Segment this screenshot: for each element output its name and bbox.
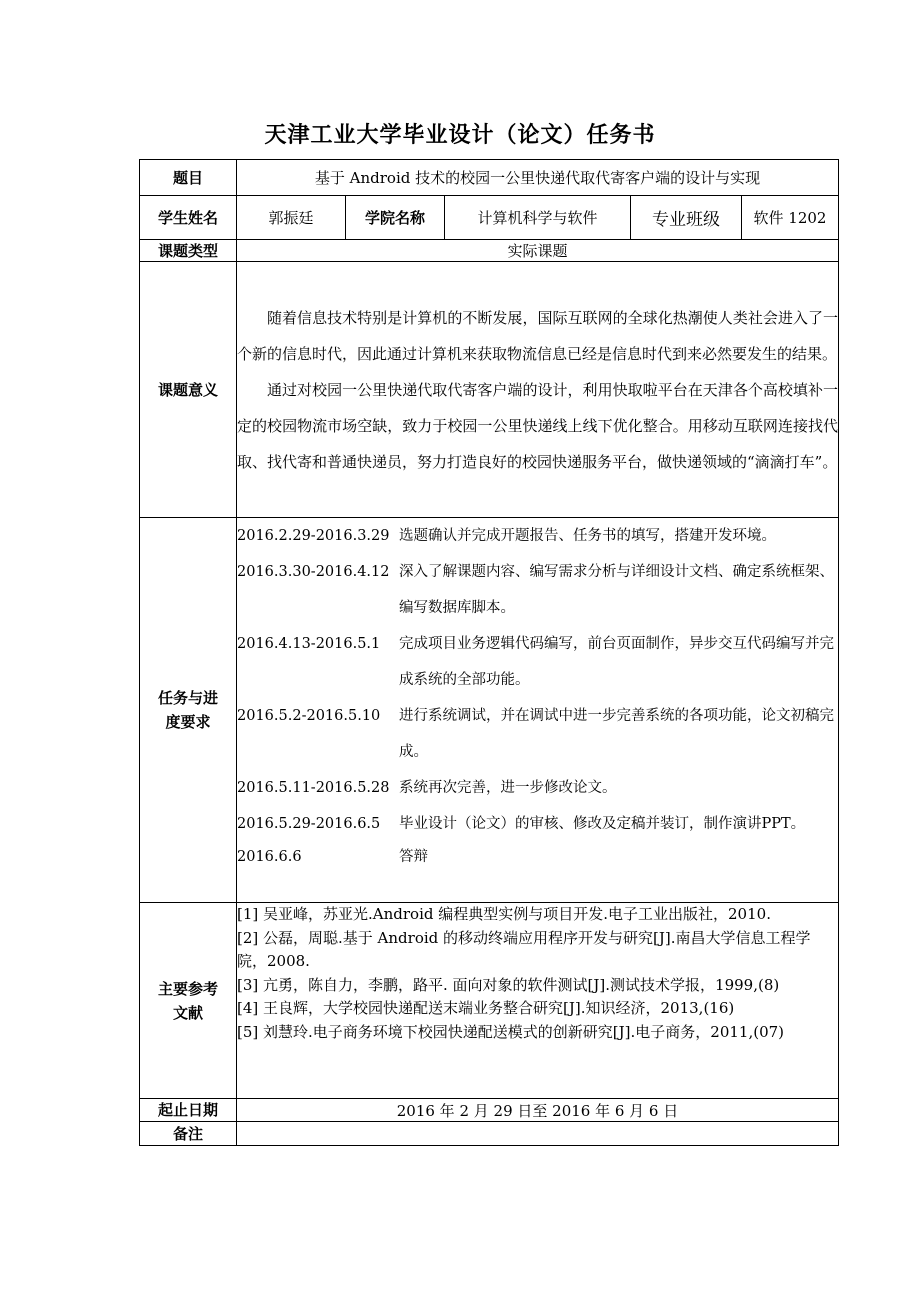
row-topic-type — [140, 240, 839, 262]
value-topic-type: 实际课题 — [237, 240, 839, 262]
value-dates: 2016 年 2 月 29 日至 2016 年 6 月 6 日 — [237, 1099, 839, 1122]
significance-paragraph: 随着信息技术特别是计算机的不断发展，国际互联网的全球化热潮使人类社会进入了一个新的信息时代，因此通过计算机来获取物流信息已经是信息时代到来必然要发生的结果。 — [237, 308, 838, 363]
value-college: 计算机科学与软件 — [445, 196, 631, 240]
label-tasks-line1: 任务与进 — [157, 689, 218, 707]
schedule-item — [237, 518, 838, 554]
reference-item: [1] 吴亚峰，苏亚光.Android 编程典型实例与项目开发.电子工业出版社，2010. — [237, 905, 771, 923]
schedule-task: 完成项目业务逻辑代码编写，前台页面制作，异步交互代码编写并完成系统的全部功能。 — [399, 636, 834, 688]
label-student-name: 学生姓名 — [140, 196, 237, 240]
reference-list — [237, 903, 839, 1099]
schedule-item — [237, 842, 838, 872]
label-significance: 课题意义 — [140, 262, 237, 518]
schedule-item — [237, 770, 838, 806]
schedule-date: 2016.5.29-2016.6.5 — [237, 816, 381, 832]
label-references — [140, 903, 237, 1099]
schedule-item — [237, 554, 838, 626]
significance-text — [237, 262, 839, 518]
label-tasks-line2: 度要求 — [165, 713, 211, 731]
schedule-date: 2016.2.29-2016.3.29 — [237, 528, 390, 544]
document-title: 天津工业大学毕业设计（论文）任务书 — [264, 123, 656, 148]
schedule-item — [237, 698, 838, 770]
label-references-line2: 文献 — [172, 1003, 203, 1022]
row-dates — [140, 1099, 839, 1122]
row-schedule — [140, 518, 839, 903]
significance-paragraph: 通过对校园一公里快递代取代寄客户端的设计，利用快取啦平台在天津各个高校填补一定的校园物流市场空缺，致力于校园一公里快递线上线下优化整合。用移动互联网连接找代取、找代寄和普通快递员，努力打造良好的校园快递服务平台，做快递领域的“滴滴打车”。 — [237, 380, 838, 471]
schedule-task: 深入了解课题内容、编写需求分析与详细设计文档、确定系统框架、编写数据库脚本。 — [399, 564, 834, 616]
row-significance — [140, 262, 839, 518]
schedule-date: 2016.4.13-2016.5.1 — [237, 636, 381, 652]
value-remarks — [237, 1122, 839, 1146]
schedule-item — [237, 626, 838, 698]
value-class: 软件 1202 — [742, 196, 839, 240]
reference-item: [2] 公磊，周聪.基于 Android 的移动终端应用程序开发与研究[J].南昌大学信息工程学院，2008. — [237, 928, 811, 970]
schedule-task: 进行系统调试，并在调试中进一步完善系统的各项功能，论文初稿完成。 — [399, 708, 834, 760]
label-college: 学院名称 — [346, 196, 445, 240]
row-student — [140, 196, 839, 240]
row-remarks — [140, 1122, 839, 1146]
label-topic: 题目 — [140, 160, 237, 196]
reference-item: [5] 刘慧玲.电子商务环境下校园快递配送模式的创新研究[J].电子商务，2011,(07) — [237, 1022, 785, 1041]
schedule-item — [237, 806, 838, 842]
value-student-name: 郭振廷 — [237, 196, 346, 240]
schedule-date: 2016.5.2-2016.5.10 — [237, 708, 381, 724]
schedule-task: 毕业设计（论文）的审核、修改及定稿并装订，制作演讲PPT。 — [399, 816, 806, 832]
reference-item: [3] 亢勇，陈自力，李鹏，路平. 面向对象的软件测试[J].测试技术学报，1999,(8) — [237, 975, 780, 994]
label-references-line1: 主要参考 — [157, 979, 218, 998]
schedule-date: 2016.6.6 — [237, 849, 302, 865]
schedule-task: 选题确认并完成开题报告、任务书的填写，搭建开发环境。 — [399, 528, 776, 544]
row-topic — [140, 160, 839, 196]
schedule-date: 2016.5.11-2016.5.28 — [237, 780, 390, 796]
schedule-task: 答辩 — [399, 849, 428, 865]
row-references — [140, 903, 839, 1099]
schedule-date: 2016.3.30-2016.4.12 — [237, 564, 390, 580]
reference-item: [4] 王良辉，大学校园快递配送末端业务整合研究[J].知识经济，2013,(16) — [237, 999, 735, 1017]
label-remarks: 备注 — [140, 1122, 237, 1146]
label-dates: 起止日期 — [140, 1099, 237, 1122]
value-topic: 基于 Android 技术的校园一公里快递代取代寄客户端的设计与实现 — [237, 160, 839, 196]
schedule-list — [237, 518, 839, 903]
label-class: 专业班级 — [631, 196, 742, 240]
label-tasks — [140, 518, 237, 903]
schedule-task: 系统再次完善，进一步修改论文。 — [399, 780, 617, 796]
label-topic-type: 课题类型 — [140, 240, 237, 262]
task-form-table — [139, 159, 839, 1146]
